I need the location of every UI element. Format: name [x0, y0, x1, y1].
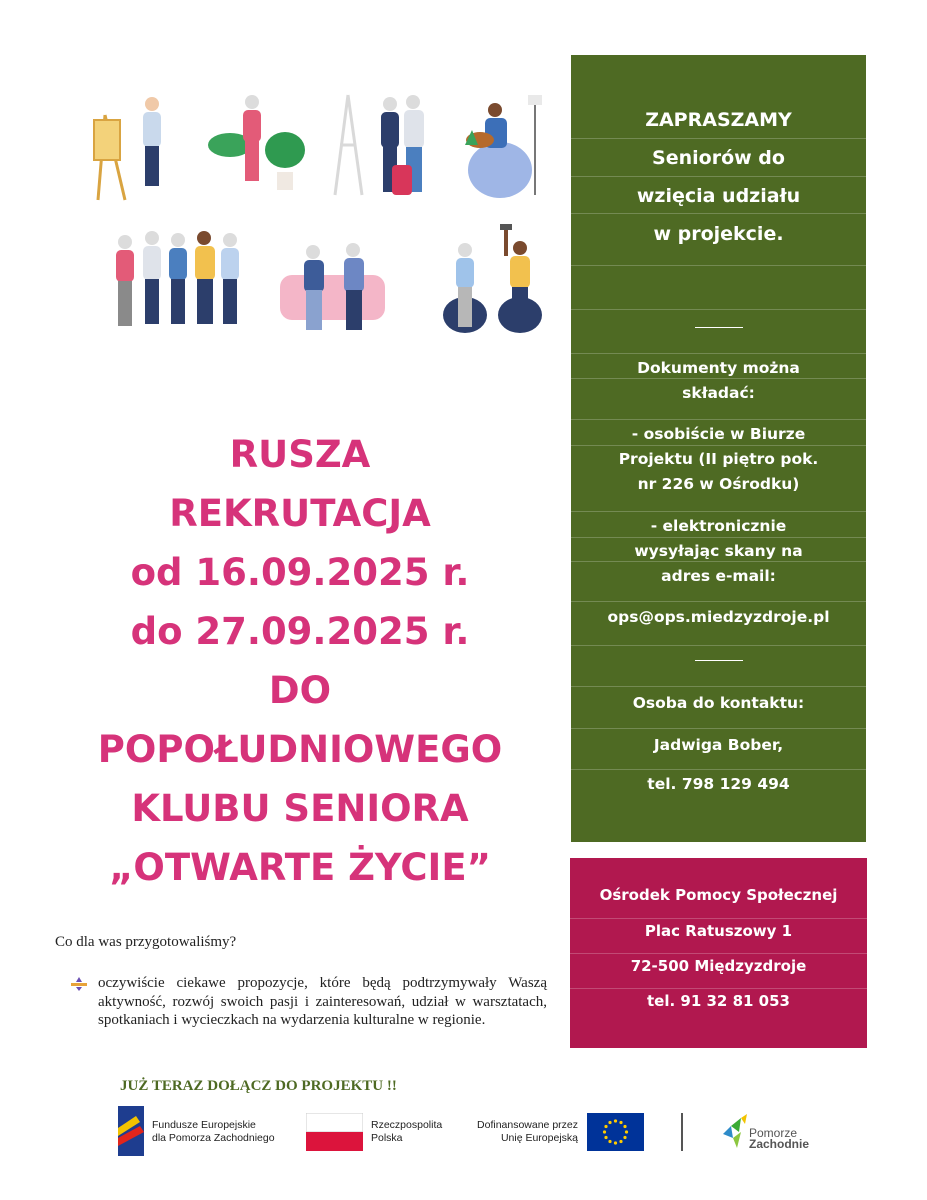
- poland-flag-icon: [306, 1113, 363, 1151]
- contact-name: Jadwiga Bober,: [653, 736, 784, 754]
- logo-separator: [681, 1113, 683, 1151]
- eu-flag-icon: [587, 1113, 644, 1151]
- documents-title: Dokumenty można: [637, 359, 800, 377]
- invite-line: w projekcie.: [653, 223, 784, 245]
- contact-label: Osoba do kontaktu:: [632, 694, 805, 712]
- headline-line: REKRUTACJA: [169, 492, 431, 535]
- office-name: Ośrodek Pomocy Społecznej: [599, 886, 838, 904]
- headline-line: od 16.09.2025 r.: [130, 551, 470, 594]
- pomorze-zachodnie-logo-icon: [719, 1112, 749, 1152]
- documents-title: składać:: [682, 384, 755, 402]
- in-person-line: nr 226 w Ośrodku): [637, 475, 800, 493]
- invite-line: wzięcia udziału: [636, 185, 801, 207]
- dancers-figure: [116, 231, 239, 326]
- office-phone: tel. 91 32 81 053: [646, 992, 790, 1010]
- email-address[interactable]: ops@ops.miedzyzdroje.pl: [607, 608, 830, 626]
- recruitment-headline: [50, 425, 550, 897]
- in-person-line: - osobiście w Biurze: [631, 425, 806, 443]
- headline-line: KLUBU SENIORA: [131, 787, 469, 830]
- eu-logo-text: Dofinansowane przez Unię Europejską: [477, 1119, 578, 1144]
- gardener-figure: [208, 95, 305, 190]
- invite-line: Seniorów do: [652, 147, 785, 169]
- headline-line: do 27.09.2025 r.: [130, 610, 470, 653]
- headline-line: POPOŁUDNIOWEGO: [97, 728, 503, 771]
- eu-funds-logo-icon: [118, 1106, 144, 1156]
- electronic-line: adres e-mail:: [661, 567, 776, 585]
- rp-logo-text: Rzeczpospolita Polska: [371, 1119, 443, 1144]
- in-person-line: Projektu (II piętro pok.: [618, 450, 819, 468]
- electronic-line: - elektronicznie: [650, 517, 787, 535]
- office-city: 72-500 Międzyzdroje: [630, 957, 807, 975]
- invite-line: ZAPRASZAMY: [645, 109, 792, 131]
- headline-line: DO: [268, 669, 332, 712]
- join-cta: JUŻ TERAZ DOŁĄCZ DO PROJEKTU !!: [120, 1078, 397, 1094]
- electronic-line: wysyłając skany na: [634, 542, 803, 560]
- office-panel: [570, 858, 867, 1048]
- offer-intro: Co dla was przygotowaliśmy?: [55, 934, 237, 950]
- guitarist-figure: [465, 95, 542, 198]
- sofa-figure: [280, 243, 385, 330]
- divider: [695, 660, 743, 661]
- exercise-figure: [443, 224, 542, 333]
- offer-bullet: oczywiście ciekawe propozycje, które będą podtrzymywały Waszą aktywność, rozwój swoich pasji i zainteresowań, udział w warsztatach, spotkaniach i wycieczkach na wydarzenia kulturalne w regionie.: [98, 975, 547, 1028]
- painter-figure: [94, 97, 161, 200]
- office-street: Plac Ratuszowy 1: [644, 922, 793, 940]
- info-panel: [571, 55, 866, 842]
- divider: [695, 327, 743, 328]
- headline-line: RUSZA: [229, 433, 371, 476]
- seniors-activities-illustration: [80, 90, 550, 355]
- travellers-figure: [335, 95, 424, 195]
- contact-phone: tel. 798 129 494: [647, 775, 790, 793]
- pz-logo-text: Pomorze Zachodnie: [749, 1126, 810, 1151]
- fe-logo-text: Fundusze Europejskie dla Pomorza Zachodniego: [152, 1119, 275, 1144]
- arrow-bullet-icon: [71, 977, 87, 991]
- headline-line: „OTWARTE ŻYCIE”: [109, 846, 491, 889]
